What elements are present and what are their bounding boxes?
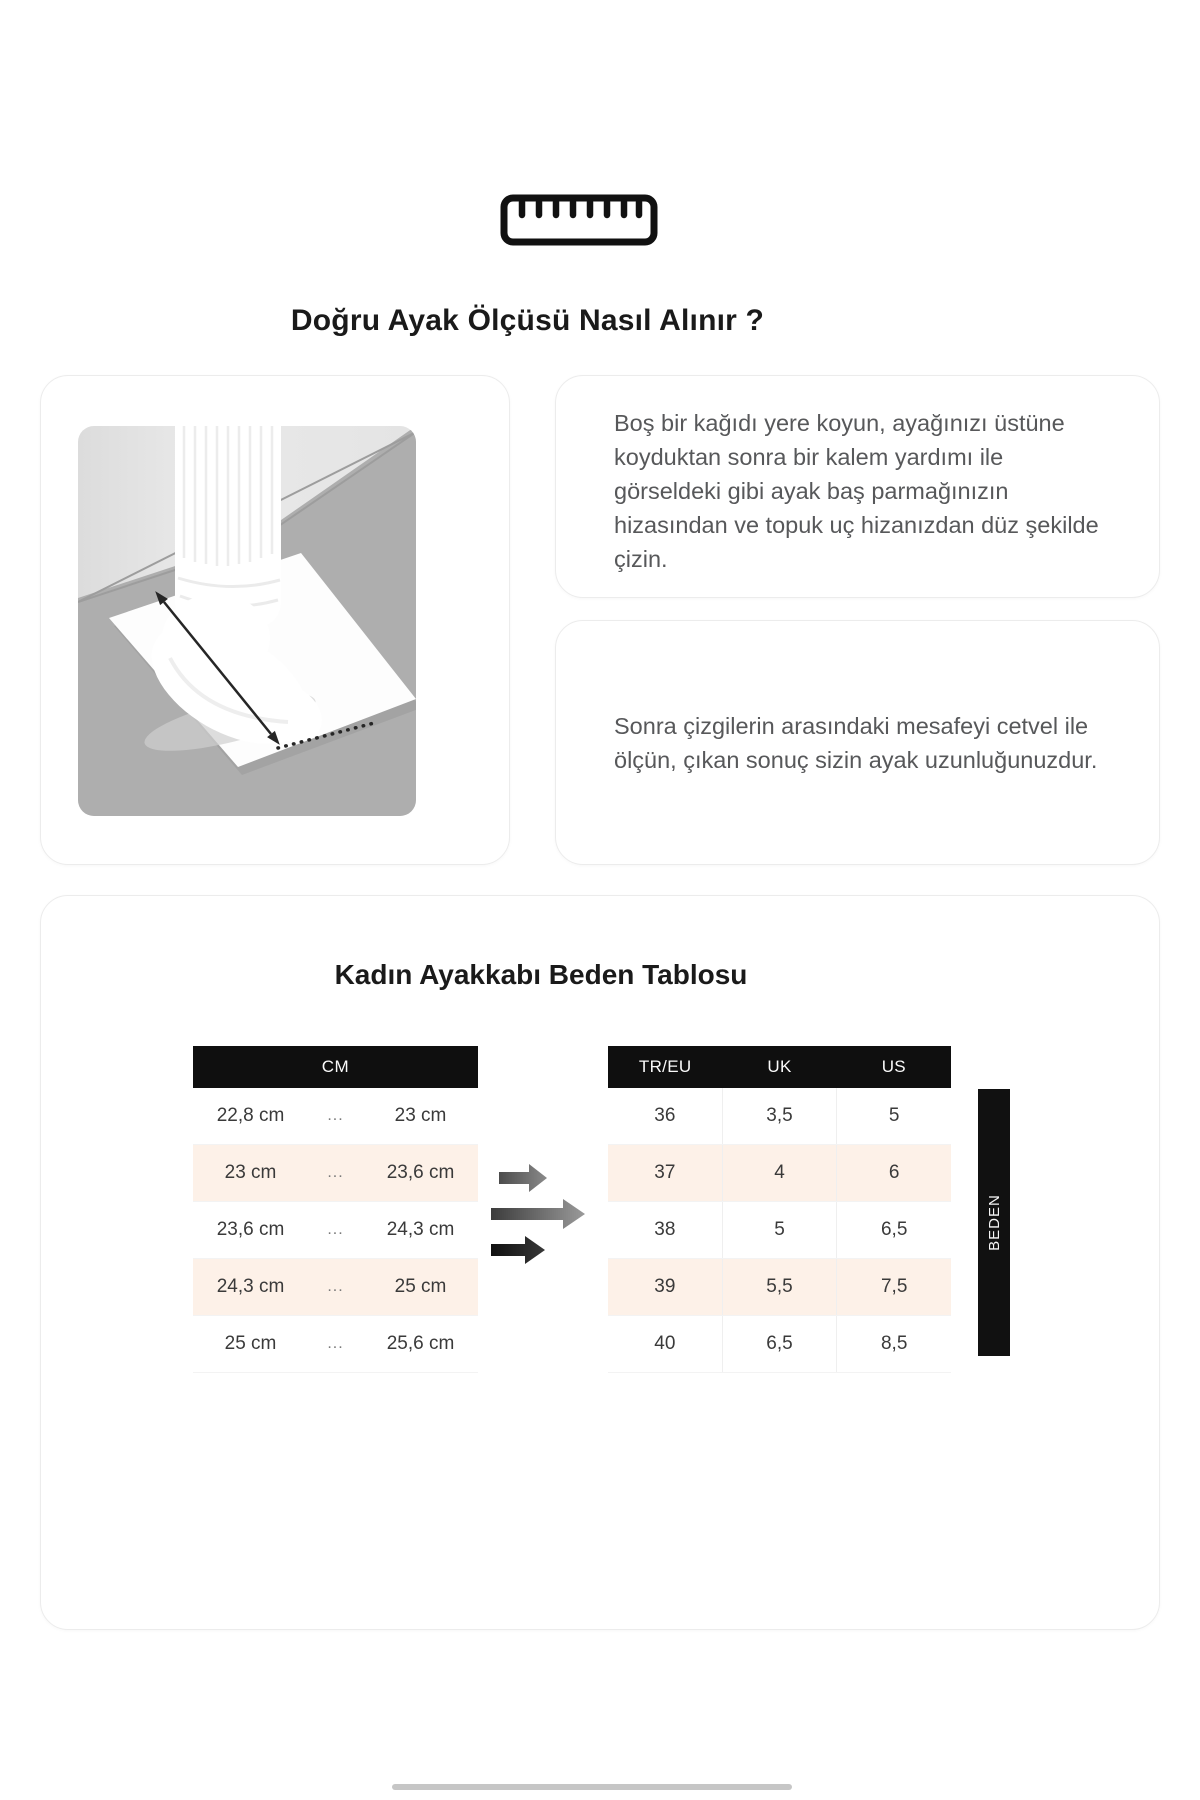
column-header: UK bbox=[767, 1057, 792, 1076]
instruction-card-2 bbox=[555, 620, 1160, 865]
table-row: 22,8 cm ... 23 cm bbox=[193, 1088, 478, 1145]
table-row: 23,6 cm ... 24,3 cm bbox=[193, 1202, 478, 1259]
cm-table-header: CM bbox=[193, 1046, 478, 1088]
table-row: 39 5,5 7,5 bbox=[608, 1259, 951, 1316]
size-table-header bbox=[608, 1046, 951, 1088]
beden-label-text: BEDEN bbox=[985, 1194, 1003, 1251]
instruction-step-2: Sonra çizgilerin arasındaki mesafeyi cetvel ile ölçün, çıkan sonuç sizin ayak uzunluğunuzdur. bbox=[614, 712, 1098, 773]
size-section-title: Kadın Ayakkabı Beden Tablosu bbox=[334, 959, 748, 991]
cm-table bbox=[193, 1046, 478, 1373]
instruction-step-1: Boş bir kağıdı yere koyun, ayağınızı üstüne koyduktan sonra bir kalem yardımı ile görseldeki gibi ayak baş parmağınızın hizasından ve topuk uç hizanızdan düz şekilde çizin. bbox=[614, 410, 1099, 572]
column-header: TR/EU bbox=[638, 1057, 692, 1076]
beden-side-label bbox=[978, 1089, 1010, 1356]
table-row: 38 5 6,5 bbox=[608, 1202, 951, 1259]
ruler-icon bbox=[500, 194, 658, 246]
scroll-indicator bbox=[392, 1784, 792, 1790]
table-row: 37 4 6 bbox=[608, 1145, 951, 1202]
page-title: Doğru Ayak Ölçüsü Nasıl Alınır ? bbox=[290, 304, 765, 338]
foot-measurement-illustration bbox=[78, 426, 416, 816]
table-row: 25 cm ... 25,6 cm bbox=[193, 1316, 478, 1373]
transfer-arrows-icon bbox=[491, 1158, 591, 1270]
size-table-card bbox=[40, 895, 1160, 1630]
foot-photo-card bbox=[40, 375, 510, 865]
size-table bbox=[608, 1046, 951, 1373]
table-row: 36 3,5 5 bbox=[608, 1088, 951, 1145]
table-row: 23 cm ... 23,6 cm bbox=[193, 1145, 478, 1202]
column-header: US bbox=[881, 1057, 906, 1076]
instruction-card-1 bbox=[555, 375, 1160, 598]
table-row: 24,3 cm ... 25 cm bbox=[193, 1259, 478, 1316]
table-row: 40 6,5 8,5 bbox=[608, 1316, 951, 1373]
